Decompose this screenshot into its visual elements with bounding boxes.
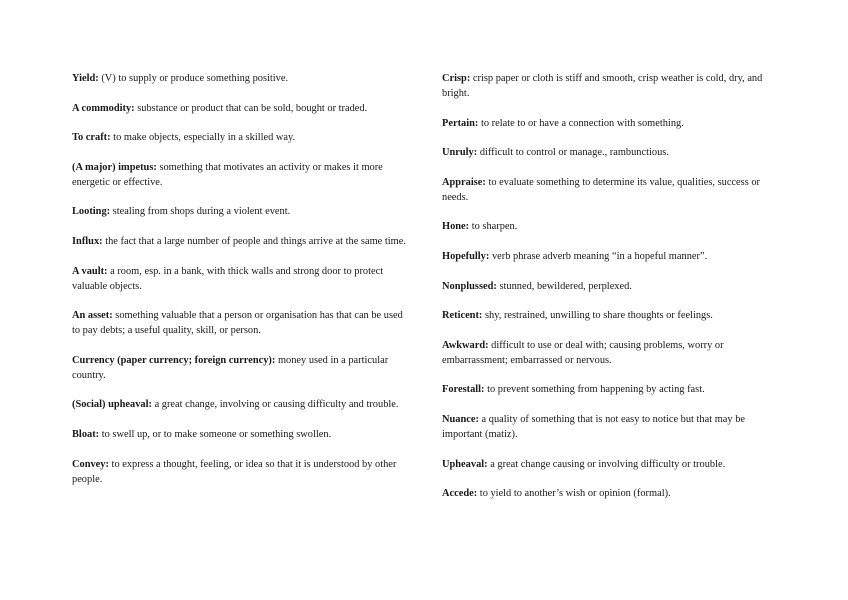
- entry-term: Hopefully:: [442, 250, 490, 262]
- entry-definition: money used in a particular country.: [72, 354, 389, 381]
- entry-definition: a great change, involving or causing difficulty and trouble.: [151, 399, 399, 411]
- entry-definition: the fact that a large number of people and things arrive at the same time.: [102, 235, 406, 247]
- entry-definition: substance or product that can be sold, bought or traded.: [134, 102, 368, 114]
- glossary-entry: [72, 457, 412, 487]
- left-column: [72, 71, 412, 501]
- entry-term: Unruly:: [442, 147, 478, 159]
- entry-definition: (V) to supply or produce something positive.: [98, 73, 289, 84]
- glossary-entry: [442, 308, 778, 323]
- glossary-entry: [72, 427, 412, 442]
- glossary-entry: [442, 116, 778, 131]
- glossary-entry: [72, 130, 412, 145]
- glossary-entry: [72, 71, 412, 86]
- entry-definition: stunned, bewildered, perplexed.: [496, 280, 632, 292]
- entry-definition: to prevent something from happening by acting fast.: [484, 384, 705, 396]
- entry-term: Crisp:: [442, 73, 471, 84]
- entry-definition: to express a thought, feeling, or idea so that it is understood by other people.: [72, 458, 397, 485]
- entry-term: Pertain:: [442, 117, 479, 129]
- entry-definition: something that motivates an activity or makes it more energetic or effective.: [72, 161, 383, 188]
- entry-term: Convey:: [72, 458, 109, 470]
- entry-term: Bloat:: [72, 428, 100, 440]
- entry-definition: something valuable that a person or organisation has that can be used to pay debts; a useful quality, skill, or person.: [72, 310, 403, 337]
- entry-definition: to swell up, or to make someone or something swollen.: [99, 428, 332, 440]
- entry-term: Accede:: [442, 488, 478, 500]
- entry-term: Nonplussed:: [442, 280, 497, 292]
- entry-term: Looting:: [72, 206, 111, 218]
- glossary-entry: [72, 397, 412, 412]
- entry-definition: a great change causing or involving difficulty or trouble.: [487, 458, 726, 470]
- entry-term: Upheaval:: [442, 458, 488, 470]
- entry-term: Nuance:: [442, 413, 479, 425]
- glossary-entry: [442, 219, 778, 234]
- entry-term: To craft:: [72, 132, 111, 144]
- entry-definition: crisp paper or cloth is stiff and smooth, crisp weather is cold, dry, and bright.: [442, 73, 763, 99]
- entry-definition: to yield to another’s wish or opinion (formal).: [477, 488, 671, 500]
- entry-term: An asset:: [72, 310, 113, 322]
- glossary-entry: [442, 338, 778, 368]
- entry-definition: to evaluate something to determine its value, qualities, success or needs.: [442, 176, 760, 203]
- entry-definition: to make objects, especially in a skilled way.: [110, 132, 296, 144]
- entry-term: Currency (paper currency; foreign currency):: [72, 354, 276, 366]
- entry-term: Influx:: [72, 235, 103, 247]
- glossary-entry: [442, 412, 778, 442]
- entry-definition: to sharpen.: [469, 221, 518, 233]
- entry-definition: a quality of something that is not easy to notice but that may be important (matiz).: [442, 413, 746, 440]
- right-column: [442, 71, 778, 516]
- glossary-entry: [72, 234, 412, 249]
- entry-term: Appraise:: [442, 176, 486, 188]
- glossary-entry: [442, 279, 778, 294]
- glossary-entry: [442, 457, 778, 472]
- entry-term: (Social) upheaval:: [72, 399, 152, 411]
- entry-definition: verb phrase adverb meaning “in a hopeful manner”.: [489, 250, 708, 262]
- entry-term: Forestall:: [442, 384, 485, 396]
- glossary-entry: [72, 353, 412, 383]
- entry-definition: difficult to use or deal with; causing problems, worry or embarrassment; embarrassed or nervous.: [442, 339, 724, 366]
- entry-term: A commodity:: [72, 102, 135, 114]
- entry-term: (A major) impetus:: [72, 161, 157, 173]
- entry-definition: difficult to control or manage., rambunctious.: [477, 147, 669, 159]
- entry-definition: a room, esp. in a bank, with thick walls and strong door to protect valuable objects.: [72, 265, 384, 292]
- glossary-entry: [442, 486, 778, 501]
- entry-term: Yield:: [72, 73, 99, 84]
- glossary-entry: [72, 101, 412, 116]
- glossary-entry: [442, 249, 778, 264]
- glossary-entry: [442, 71, 778, 101]
- glossary-entry: [442, 175, 778, 205]
- entry-term: Hone:: [442, 221, 470, 233]
- entry-term: Reticent:: [442, 310, 483, 322]
- glossary-entry: [72, 308, 412, 338]
- entry-term: Awkward:: [442, 339, 489, 351]
- glossary-entry: [442, 382, 778, 397]
- glossary-entry: [72, 264, 412, 294]
- entry-definition: stealing from shops during a violent event.: [110, 206, 291, 218]
- entry-term: A vault:: [72, 265, 108, 277]
- entry-definition: to relate to or have a connection with something.: [478, 117, 684, 129]
- glossary-entry: [72, 204, 412, 219]
- entry-definition: shy, restrained, unwilling to share thoughts or feelings.: [482, 310, 713, 322]
- glossary-entry: [442, 145, 778, 160]
- glossary-entry: [72, 160, 412, 190]
